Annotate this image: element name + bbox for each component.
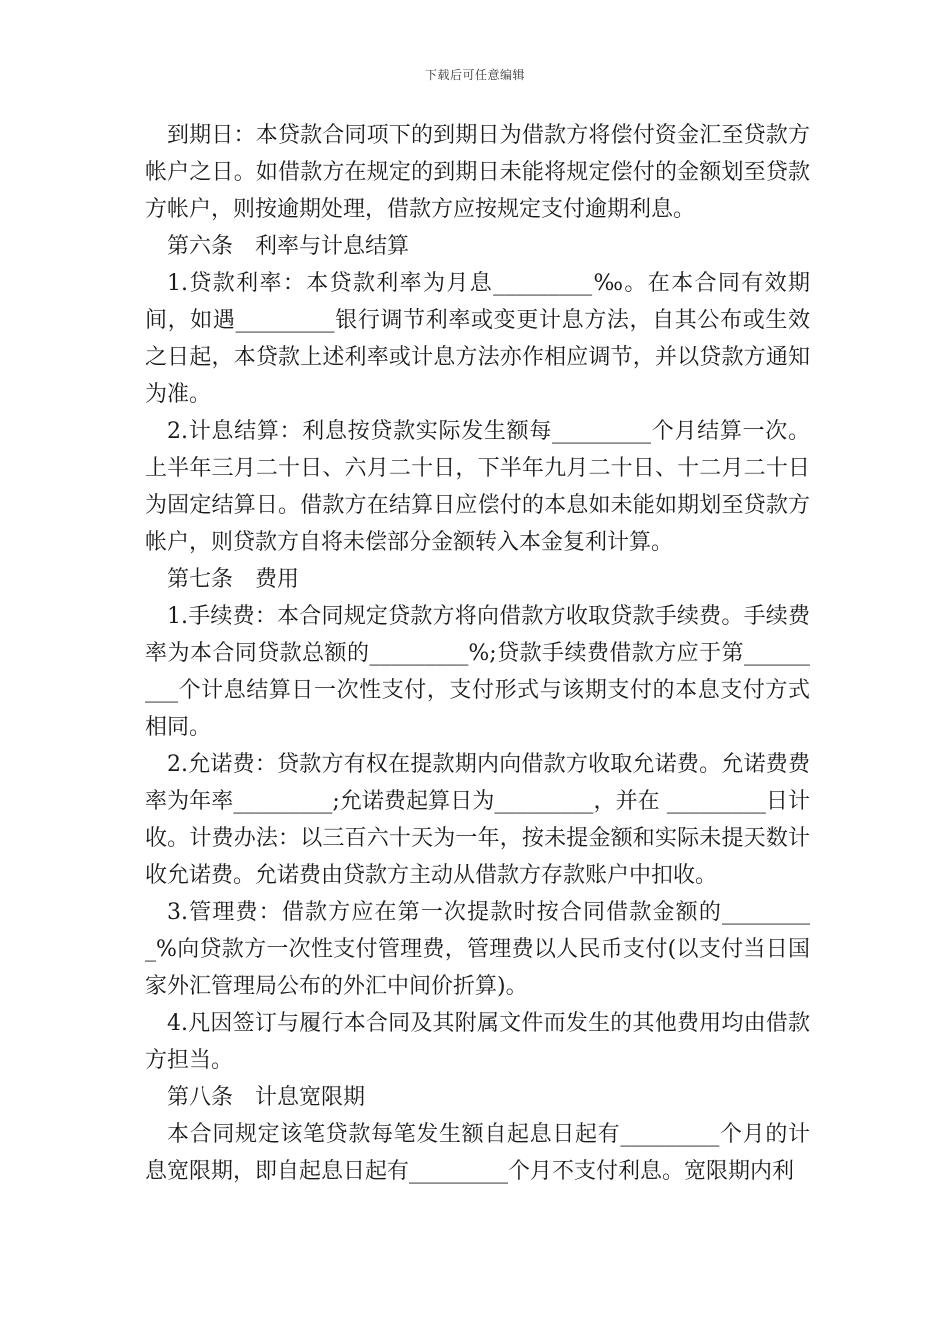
section-heading-article-7: 第七条 费用: [167, 567, 300, 592]
section-heading-article-8: 第八条 计息宽限期: [167, 1085, 366, 1110]
paragraph-interest-settlement: 2.计息结算：利息按贷款实际发生额每_________个月结算一次。上半年三月二十日、六月二十日，下半年九月二十日、十二月二十日为固定结算日。借款方在结算日应偿付的本息如未能如期划至贷款方帐户，则贷款方自将未偿部分金额转入本金复利计算。: [145, 419, 810, 555]
paragraph-handling-fee: 1.手续费：本合同规定贷款方将向借款方收取贷款手续费。手续费率为本合同贷款总额的_________%;贷款手续费借款方应于第_________个计息结算日一次性支付，支付形式与该期支付的本息支付方式相同。: [145, 604, 810, 740]
paragraph-other-fees: 4.凡因签订与履行本合同及其附属文件而发生的其他费用均由借款方担当。: [145, 1011, 810, 1073]
paragraph-maturity-date: 到期日：本贷款合同项下的到期日为借款方将偿付资金汇至贷款方帐户之日。如借款方在规定的到期日未能将规定偿付的金额划至贷款方帐户，则按逾期处理，借款方应按规定支付逾期利息。: [145, 123, 810, 222]
paragraph-commitment-fee: 2.允诺费：贷款方有权在提款期内向借款方收取允诺费。允诺费费率为年率_________;允诺费起算日为_________，并在 _________日计收。计费办法：以三百六十天为一年，按未提金额和实际未提天数计收允诺费。允诺费由贷款方主动从借款方存款账户中扣收。: [145, 752, 810, 888]
paragraph-loan-interest-rate: 1.贷款利率：本贷款利率为月息_________‰。在本合同有效期间，如遇_________银行调节利率或变更计息方法，自其公布或生效之日起，本贷款上述利率或计息方法亦作相应调节，并以贷款方通知为准。: [145, 271, 810, 407]
document-body: [145, 117, 810, 1190]
page-header-note: 下载后可任意编辑: [424, 68, 525, 82]
paragraph-management-fee: 3.管理费：借款方应在第一次提款时按合同借款金额的_________%向贷款方一次性支付管理费，管理费以人民币支付(以支付当日国家外汇管理局公布的外汇中间价折算)。: [145, 900, 810, 999]
section-heading-article-6: 第六条 利率与计息结算: [167, 234, 410, 259]
paragraph-grace-period: 本合同规定该笔贷款每笔发生额自起息日起有_________个月的计息宽限期，即自起息日起有_________个月不支付利息。宽限期内利: [145, 1122, 810, 1184]
